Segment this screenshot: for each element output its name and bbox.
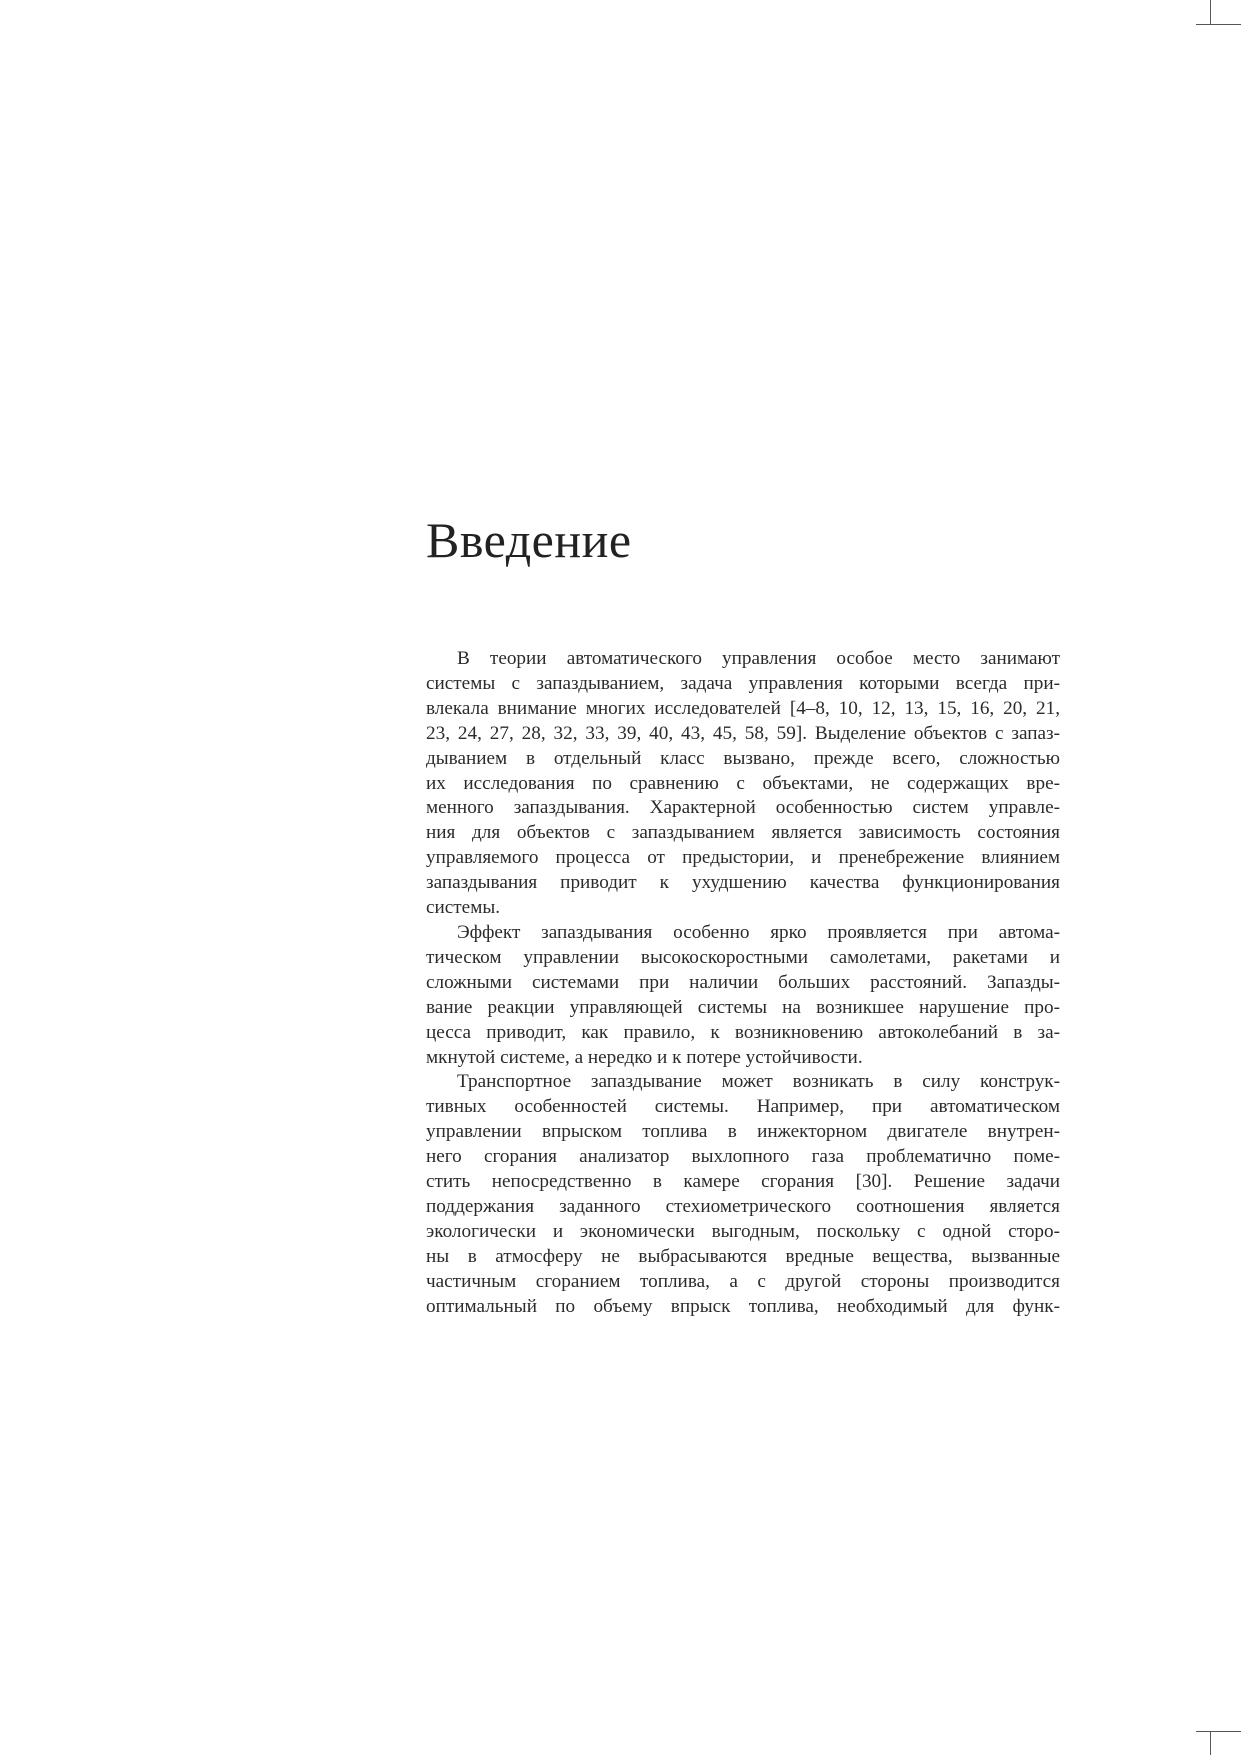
text-line: запаздывания приводит к ухудшению качества функционирования: [426, 872, 1060, 894]
text-line: экологически и экономически выгодным, поскольку с одной сторо-: [426, 1220, 1060, 1242]
text-line: менного запаздывания. Характерной особенностью систем управле-: [426, 797, 1060, 819]
crop-mark-top-horizontal: [1196, 24, 1241, 25]
text-line: дыванием в отдельный класс вызвано, прежде всего, сложностью: [426, 747, 1060, 769]
crop-mark-top-vertical: [1210, 0, 1211, 24]
text-line: их исследования по сравнению с объектами, не содержащих вре-: [426, 772, 1060, 794]
chapter-title: Введение: [426, 512, 632, 568]
text-line: влекала внимание многих исследователей [4–8, 10, 12, 13, 15, 16, 20, 21,: [426, 697, 1060, 719]
text-line: оптимальный по объему впрыск топлива, необходимый для функ-: [426, 1295, 1060, 1317]
text-line: тивных особенностей системы. Например, при автоматическом: [426, 1096, 1060, 1118]
text-line: Транспортное запаздывание может возникать в силу конструк-: [457, 1071, 1060, 1093]
text-line: цесса приводит, как правило, к возникновению автоколебаний в за-: [426, 1021, 1060, 1043]
text-line: Эффект запаздывания особенно ярко проявляется при автома-: [457, 921, 1060, 943]
text-line: системы с запаздыванием, задача управления которыми всегда при-: [426, 672, 1060, 694]
text-line: поддержания заданного стехиометрического соотношения является: [426, 1195, 1060, 1217]
text-line: вание реакции управляющей системы на возникшее нарушение про-: [426, 996, 1060, 1018]
text-line: управлении впрыском топлива в инжекторном двигателе внутрен-: [426, 1121, 1060, 1143]
paragraph: [426, 647, 1060, 921]
text-line: 23, 24, 27, 28, 32, 33, 39, 40, 43, 45, 58, 59]. Выделение объектов с запаз-: [426, 722, 1060, 744]
text-line: частичным сгоранием топлива, а с другой стороны производится: [426, 1270, 1060, 1292]
text-line: мкнутой системе, а нередко и к потере устойчивости.: [426, 1046, 863, 1068]
paragraph: [426, 921, 1060, 1070]
text-line: стить непосредственно в камере сгорания [30]. Решение задачи: [426, 1171, 1060, 1193]
text-line: управляемого процесса от предыстории, и пренебрежение влиянием: [426, 847, 1060, 869]
text-line: В теории автоматического управления особое место занимают: [457, 648, 1060, 669]
text-line: тическом управлении высокоскоростными самолетами, ракетами и: [426, 946, 1060, 968]
body-text: [426, 647, 1060, 1319]
text-line: ны в атмосферу не выбрасываются вредные вещества, вызванные: [426, 1245, 1060, 1267]
crop-mark-bottom-vertical: [1210, 1731, 1211, 1755]
text-line: системы.: [426, 897, 501, 919]
text-line: ния для объектов с запаздыванием является зависимость состояния: [426, 822, 1060, 844]
paragraph: [426, 1070, 1060, 1319]
text-line: него сгорания анализатор выхлопного газа проблематично поме-: [426, 1146, 1060, 1168]
text-line: сложными системами при наличии больших расстояний. Запазды-: [426, 971, 1060, 993]
crop-mark-bottom-horizontal: [1196, 1731, 1241, 1732]
